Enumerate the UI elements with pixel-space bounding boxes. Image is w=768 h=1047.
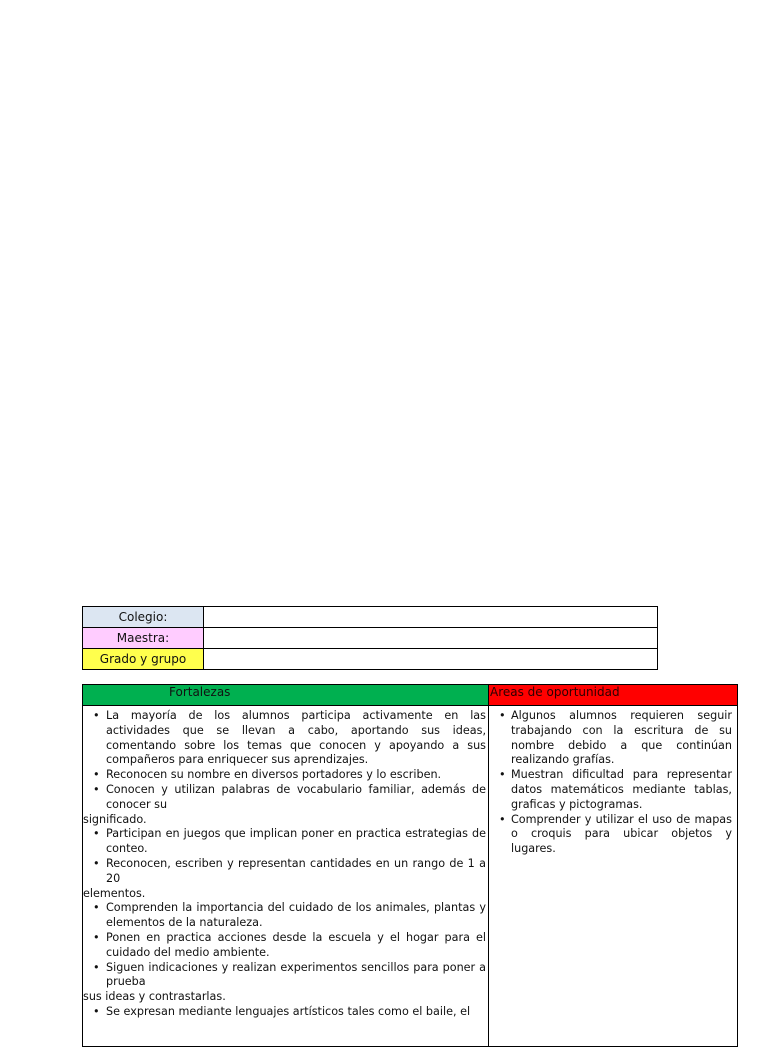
grado-value[interactable] <box>204 649 658 670</box>
fortalezas-header: Fortalezas <box>83 685 489 706</box>
colegio-label: Colegio: <box>83 607 204 628</box>
list-item-continuation: sus ideas y contrastarlas. <box>83 990 226 1004</box>
info-table <box>82 606 658 670</box>
list-item: • Reconocen su nombre en diversos portadores y lo escriben. <box>83 768 488 783</box>
fortalezas-list <box>83 706 488 1020</box>
colegio-row <box>83 607 658 628</box>
list-item: • Siguen indicaciones y realizan experimentos sencillos para poner a prueba <box>83 961 488 991</box>
list-item: • Muestran dificultad para representar datos matemáticos mediante tablas, graficas y pictogramas. <box>489 768 737 812</box>
list-item-continuation: significado. <box>83 812 147 826</box>
list-item: • La mayoría de los alumnos participa activamente en las actividades que se llevan a cabo, aportando sus ideas, comentando sobre los temas que conocen y apoyando a sus compañeros para enriquecer sus aprendizajes. <box>83 709 488 768</box>
maestra-label: Maestra: <box>83 628 204 649</box>
maestra-value[interactable] <box>204 628 658 649</box>
list-item: • Reconocen, escriben y representan cantidades en un rango de 1 a 20 <box>83 857 488 887</box>
list-item: • Se expresan mediante lenguajes artísticos tales como el baile, el <box>83 1005 488 1020</box>
list-item: • Participan en juegos que implican poner en practica estrategias de conteo. <box>83 827 488 857</box>
list-item: • Comprenden la importancia del cuidado de los animales, plantas y elementos de la naturaleza. <box>83 901 488 931</box>
list-item-continuation: elementos. <box>83 886 146 900</box>
list-item: • Algunos alumnos requieren seguir trabajando con la escritura de su nombre debido a que continúan realizando grafías. <box>489 709 737 768</box>
maestra-row <box>83 628 658 649</box>
grado-label: Grado y grupo <box>83 649 204 670</box>
areas-cell <box>489 706 738 1047</box>
assessment-table <box>82 684 738 1047</box>
grado-row <box>83 649 658 670</box>
list-item: • Comprender y utilizar el uso de mapas o croquis para ubicar objetos y lugares. <box>489 813 737 857</box>
areas-header: Areas de oportunidad <box>489 685 738 706</box>
colegio-value[interactable] <box>204 607 658 628</box>
list-item: • Conocen y utilizan palabras de vocabulario familiar, además de conocer su <box>83 783 488 813</box>
fortalezas-cell <box>83 706 489 1047</box>
areas-list <box>489 706 737 857</box>
list-item: • Ponen en practica acciones desde la escuela y el hogar para el cuidado del medio ambiente. <box>83 931 488 961</box>
